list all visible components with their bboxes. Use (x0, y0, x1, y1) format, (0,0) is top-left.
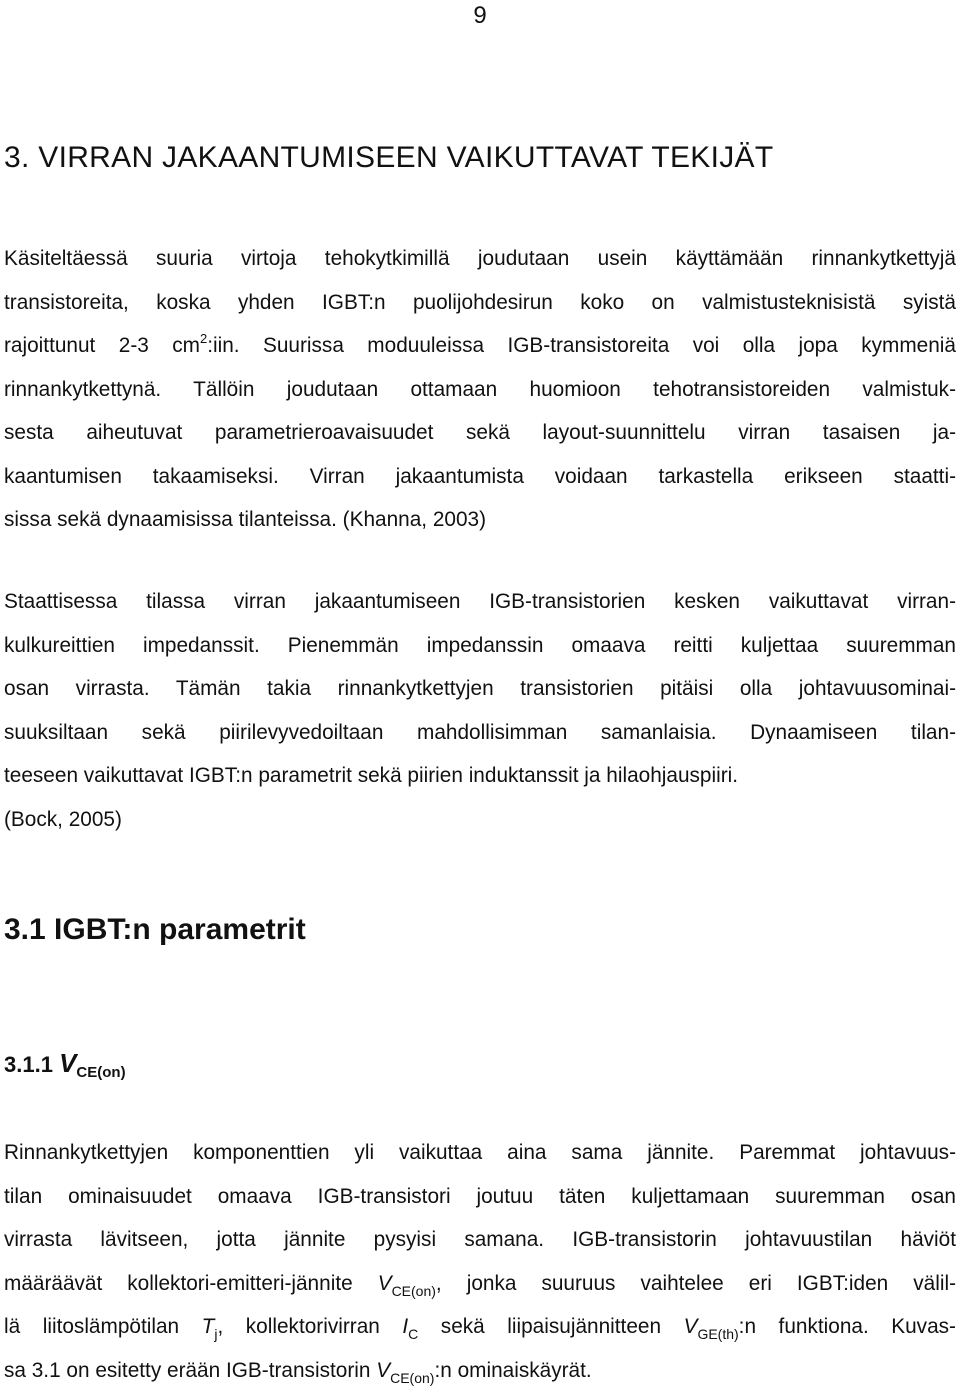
text-line: tilan ominaisuudet omaava IGB-transistori joutuu täten kuljettamaan suuremman osan (4, 1175, 956, 1219)
text-line: suuksiltaan sekä piirilevyvedoiltaan mahdollisimman samanlaisia. Dynaamiseen tilan- (4, 711, 956, 755)
text-line: transistoreita, koska yhden IGBT:n puolijohdesirun koko on valmistusteknisistä syistä (4, 281, 956, 325)
text-line (4, 1305, 956, 1349)
text-run: , kollektorivirran (217, 1315, 402, 1338)
subscript: CE(on) (392, 1283, 436, 1299)
subsection-number: 3.1.1 (4, 1052, 53, 1077)
text-run: , jonka suuruus vaihtelee eri IGBT:iden välil- (436, 1272, 956, 1295)
text-run: :iin. Suurissa moduuleissa IGB-transistoreita voi olla jopa kymmeniä (207, 334, 956, 357)
text-line: Käsiteltäessä suuria virtoja tehokytkimillä joudutaan usein käyttämään rinnankytkettyjä (4, 237, 956, 281)
text-line: Staattisessa tilassa virran jakaantumiseen IGB-transistorien kesken vaikuttavat virran- (4, 580, 956, 624)
text-line: kulkureittien impedanssit. Pienemmän impedanssin omaava reitti kuljettaa suuremman (4, 624, 956, 668)
subsection-title (4, 1045, 126, 1091)
text-run: sa 3.1 on esitetty erään IGB-transistorin (4, 1359, 376, 1382)
text-run: lä liitoslämpötilan (4, 1315, 202, 1338)
text-line: (Bock, 2005) (4, 798, 956, 842)
text-line: teeseen vaikuttavat IGBT:n parametrit sekä piirien induktanssit ja hilaohjauspiiri. (4, 754, 956, 798)
superscript: 2 (200, 331, 207, 346)
text-line: sesta aiheutuvat parametrieroavaisuudet sekä layout-suunnittelu virran tasaisen ja- (4, 411, 956, 455)
subsection-symbol: V (59, 1048, 76, 1078)
symbol: V (684, 1315, 698, 1338)
text-line: osan virrasta. Tämän takia rinnankytkettyjen transistorien pitäisi olla johtavuusominai- (4, 667, 956, 711)
text-line: rinnankytkettynä. Tällöin joudutaan ottamaan huomioon tehotransistoreiden valmistuk- (4, 368, 956, 412)
symbol: V (378, 1272, 392, 1295)
symbol: T (202, 1315, 215, 1338)
text-run: rajoittunut 2-3 cm (4, 334, 200, 357)
chapter-title: 3. VIRRAN JAKAANTUMISEEN VAIKUTTAVAT TEKIJÄT (4, 140, 773, 176)
text-line (4, 324, 956, 368)
subscript: C (408, 1326, 418, 1342)
text-run: sekä liipaisujännitteen (418, 1315, 683, 1338)
text-line: Rinnankytkettyjen komponenttien yli vaikuttaa aina sama jännite. Paremmat johtavuus- (4, 1131, 956, 1175)
text-line (4, 1262, 956, 1306)
subscript: j (214, 1326, 217, 1342)
paragraph-vce-on (4, 1131, 956, 1392)
text-run: :n ominaiskäyrät. (434, 1359, 591, 1382)
section-title: 3.1 IGBT:n parametrit (4, 910, 306, 950)
text-run: :n funktiona. Kuvas- (739, 1315, 956, 1338)
text-line (4, 1349, 956, 1392)
subsection-subscript: CE(on) (76, 1064, 125, 1081)
symbol: V (376, 1359, 390, 1382)
paragraph-intro (4, 237, 956, 542)
subscript: GE(th) (697, 1326, 738, 1342)
page-number: 9 (0, 2, 960, 30)
text-line: sissa sekä dynaamisissa tilanteissa. (Khanna, 2003) (4, 498, 956, 542)
subscript: CE(on) (390, 1370, 434, 1386)
text-line: kaantumisen takaamiseksi. Virran jakaantumista voidaan tarkastella erikseen staatti- (4, 455, 956, 499)
text-run: määräävät kollektori-emitteri-jännite (4, 1272, 378, 1295)
paragraph-static-state (4, 580, 956, 841)
symbol: I (402, 1315, 408, 1338)
text-line: virrasta lävitseen, jotta jännite pysyisi samana. IGB-transistorin johtavuustilan häviöt (4, 1218, 956, 1262)
